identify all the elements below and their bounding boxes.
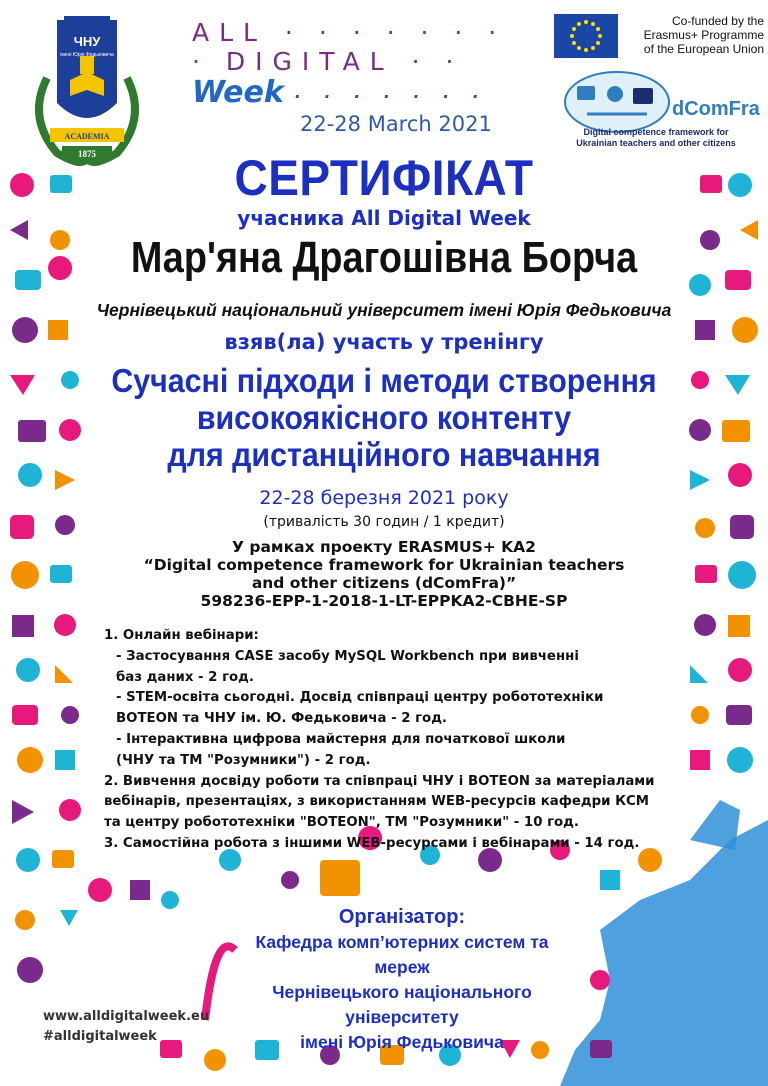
- took-part-text: взяв(ла) участь у тренінгу: [224, 330, 544, 354]
- project-line1: У рамках проекту ERASMUS+ KA2: [232, 538, 536, 556]
- plan-subitem: (ЧНУ та ТМ "Розумники") - 2 год.: [116, 752, 371, 768]
- training-line1: Сучасні підходи і методи створення: [111, 362, 657, 399]
- organizer-heading: Організатор:: [338, 906, 466, 928]
- crest-abbrev: ЧНУ: [73, 34, 101, 49]
- project-line3: and other citizens (dComFra)”: [251, 574, 517, 592]
- eu-line3: of the European Union: [643, 42, 764, 56]
- crest-name: імені Юрія Федьковича: [60, 52, 114, 58]
- plan-item-3: 3. Самостійна робота з іншими WEB-ресурсами і вебінарами - 14 год.: [104, 835, 640, 851]
- project-line2: “Digital competence framework for Ukrainian teachers: [143, 556, 625, 574]
- organizer-line3: імені Юрія Федьковича: [300, 1032, 504, 1052]
- plan-item-2-cont: вебінарів, презентаціях, з використанням WEB-ресурсів кафедри КСМ: [104, 794, 649, 810]
- organizer-line1: Кафедра комп’ютерних систем та мереж: [255, 932, 549, 977]
- plan-subitem: баз даних - 2 год.: [116, 669, 254, 685]
- dcomfra-name: dComFra: [672, 98, 760, 120]
- certificate-subtitle: учасника All Digital Week: [237, 206, 531, 230]
- hashtag: #alldigitalweek: [43, 1029, 157, 1044]
- logo-digital: DIGITAL: [225, 47, 394, 76]
- logo-all: ALL: [192, 18, 267, 47]
- crest-year: 1875: [78, 149, 96, 159]
- eu-line1: Co-funded by the: [671, 14, 764, 28]
- training-title: [31, 362, 738, 473]
- eu-line2: Erasmus+ Programme: [643, 28, 764, 42]
- logo-week: Week: [192, 75, 284, 110]
- training-line3: для дистанційного навчання: [167, 436, 601, 473]
- plan-subitem: - STEM-освіта сьогодні. Досвід співпраці центру робототехніки: [116, 690, 604, 706]
- website-link[interactable]: www.alldigitalweek.eu: [43, 1009, 210, 1024]
- plan-subitem: - Інтерактивна цифрова майстерня для початкової школи: [116, 731, 566, 747]
- event-dates: 22-28 March 2021: [300, 112, 492, 136]
- university-crest: [22, 8, 152, 166]
- training-plan: [104, 626, 674, 855]
- plan-subitem: - Застосування CASE засобу MySQL Workbench при вивченні: [116, 648, 579, 664]
- eu-cofunded-text: [624, 14, 764, 56]
- participant-name: Мар'яна Драгошівна Борча: [130, 233, 638, 282]
- certificate-title: СЕРТИФІКАТ: [234, 150, 534, 206]
- plan-item-2-cont: та центру робототехніки "BOTEON", ТМ "Розумники" - 10 год.: [104, 815, 579, 831]
- participant-university: Чернівецький національний університет імені Юрія Федьковича: [96, 300, 672, 320]
- organizer-block: [232, 904, 572, 1055]
- footer-links: [43, 1007, 209, 1047]
- eu-flag-icon: [554, 14, 618, 58]
- training-line2: високоякісного контенту: [196, 399, 572, 436]
- plan-item-2: 2. Вивчення досвіду роботи та співпраці ЧНУ і BOTEON за матеріалами: [104, 773, 655, 789]
- all-digital-week-logo: ALL · · · · · · · · DIGITAL · · Week · · · · · · ·: [192, 18, 506, 110]
- plan-subitem: BOTEON та ЧНУ ім. Ю. Федьковича - 2 год.: [116, 711, 447, 727]
- dcomfra-sub-line1: Digital competence framework for: [583, 127, 729, 137]
- dcomfra-sub-line2: Ukrainian teachers and other citizens: [576, 138, 736, 148]
- training-period: 22-28 березня 2021 року: [259, 487, 509, 509]
- plan-item-1: 1. Онлайн вебінари:: [104, 628, 259, 643]
- crest-academia: ACADEMIA: [64, 132, 110, 141]
- project-code: 598236-EPP-1-2018-1-LT-EPPKA2-CBHE-SP: [200, 592, 568, 610]
- dcomfra-subtitle: [560, 127, 752, 149]
- training-duration: (тривалість 30 годин / 1 кредит): [263, 514, 505, 530]
- organizer-line2: Чернівецького національного університету: [272, 982, 532, 1027]
- project-info: [0, 538, 768, 610]
